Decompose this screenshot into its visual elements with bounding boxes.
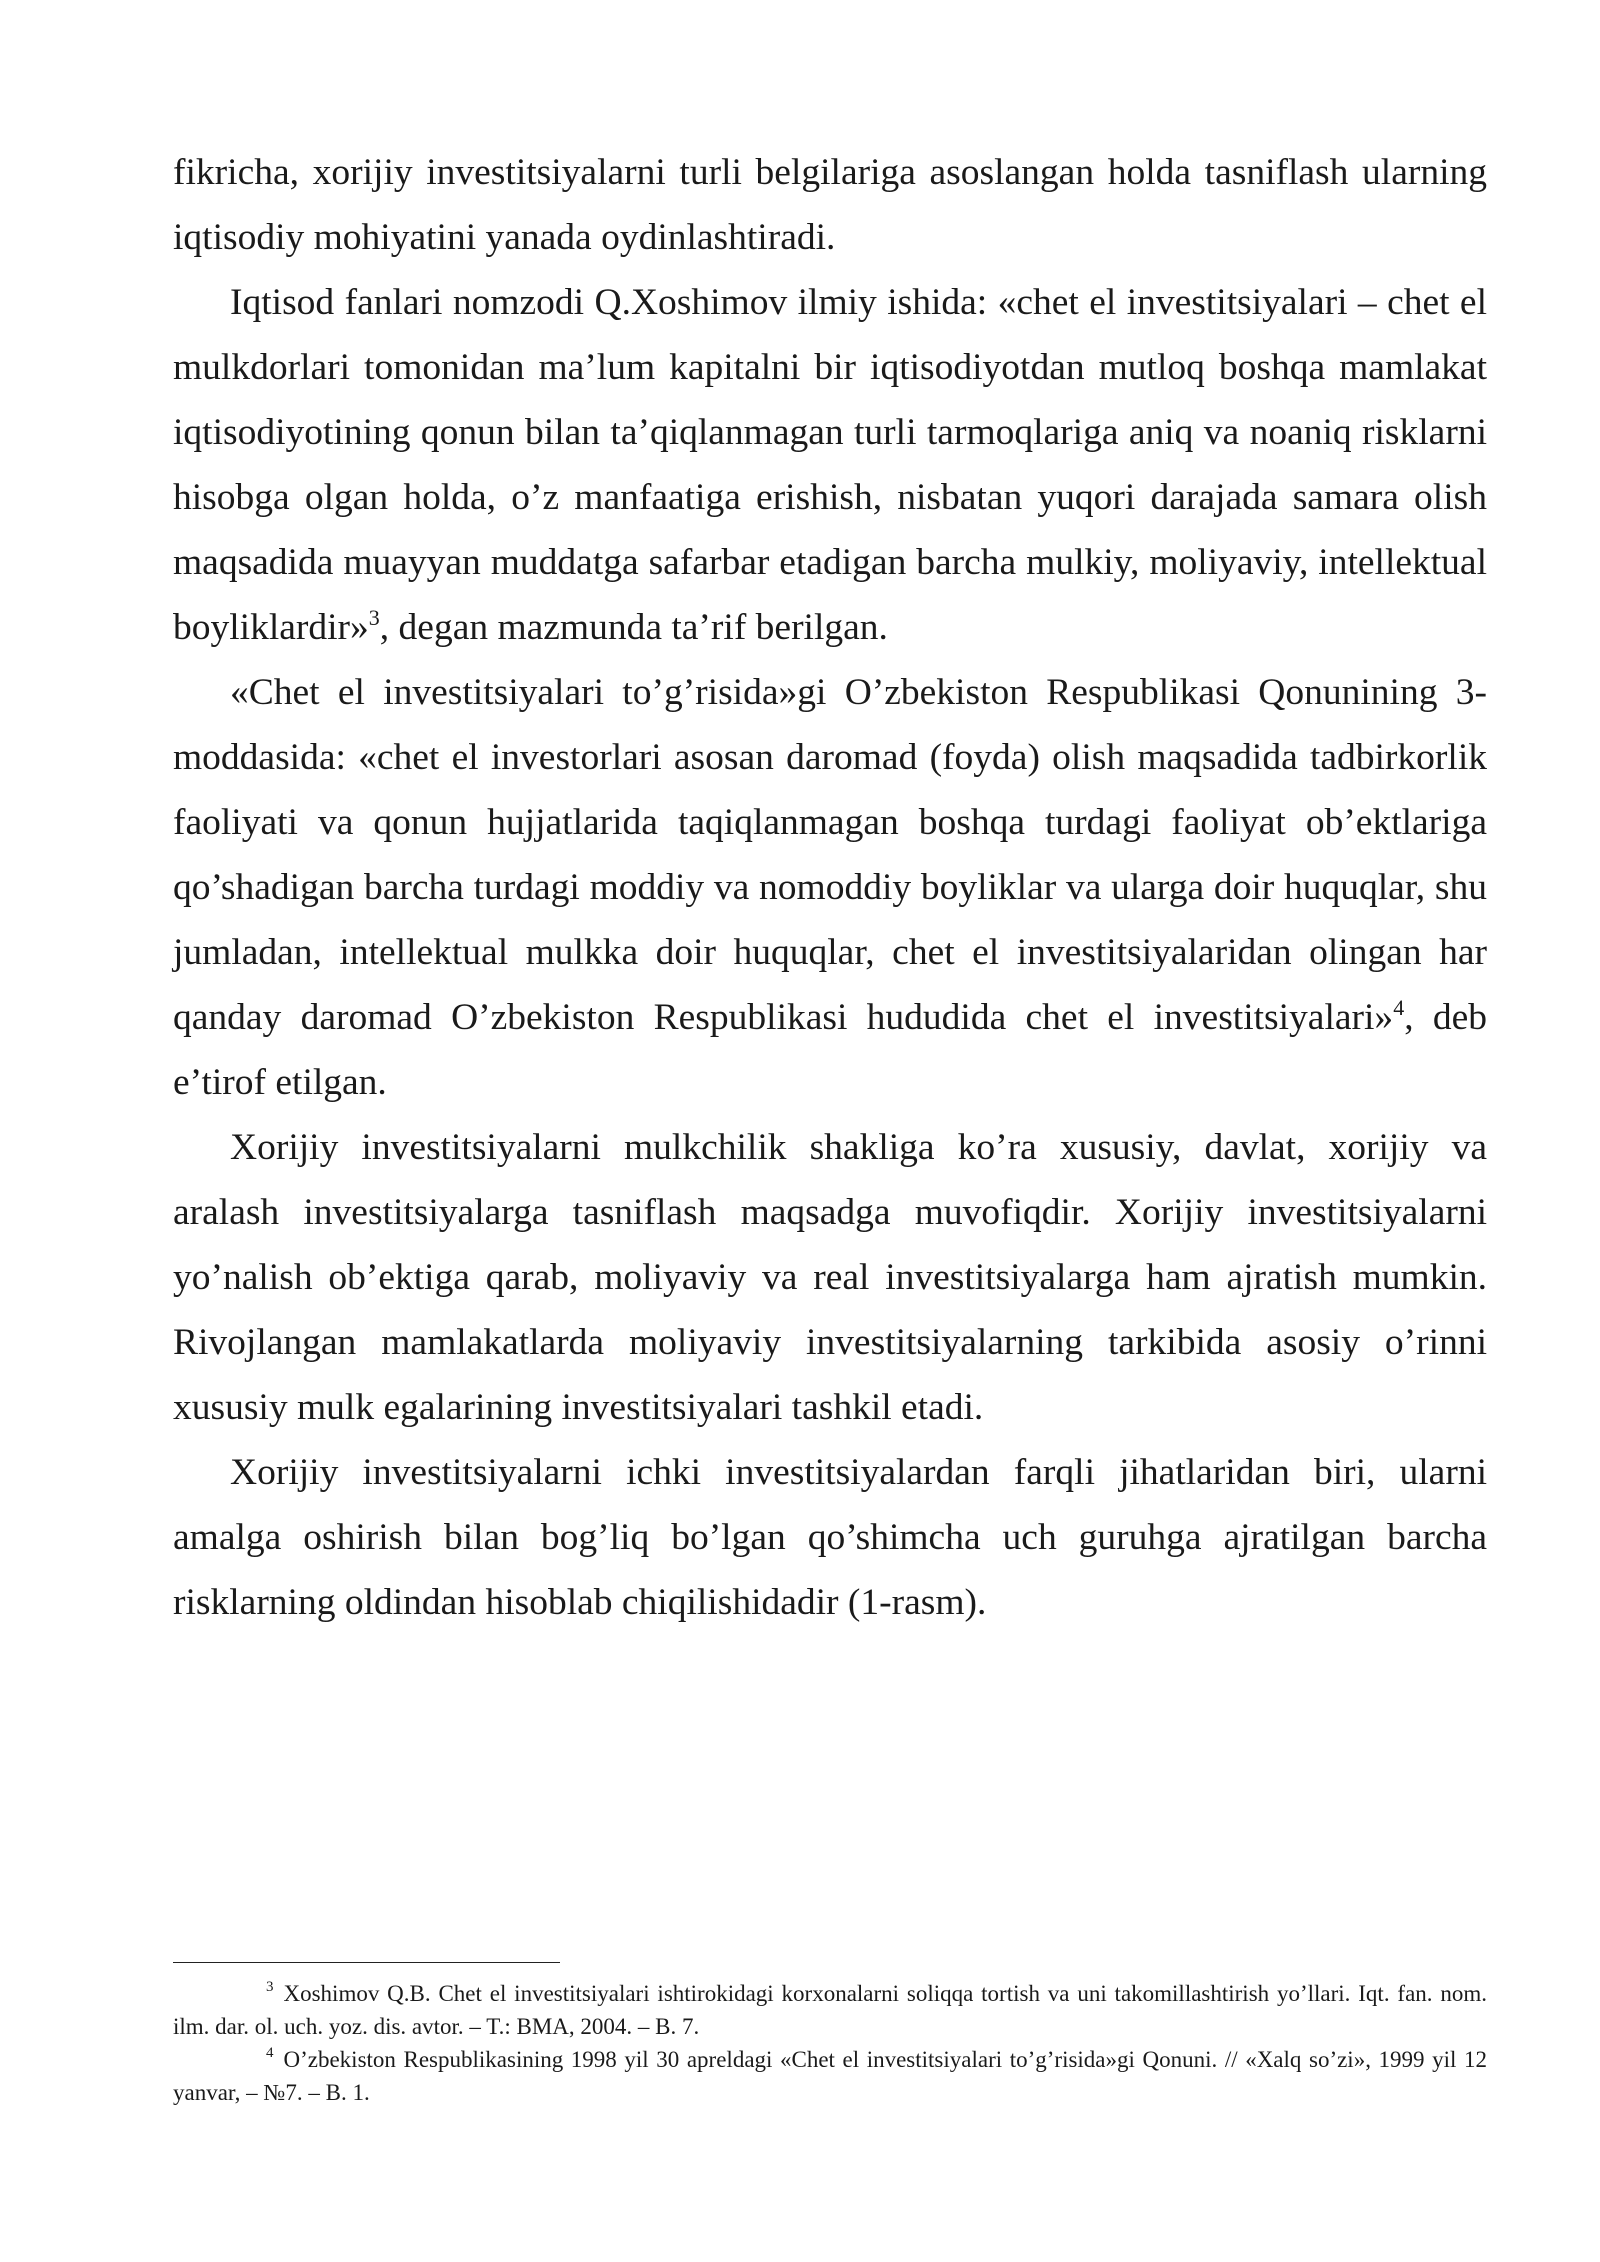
paragraph-2 [173,270,1487,660]
paragraph-2-text: Iqtisod fanlari nomzodi Q.Xoshimov ilmiy ishida: «chet el investitsiyalari – chet el mulkdorlari tomonidan ma’lum kapitalni bir iqtisodiyotdan mutloq boshqa mamlakat iqtisodiyotining qonun bilan ta’qiqlanmagan turli tarmoqlariga aniq va noaniq risklarni hisobga olgan holda, o’z manfaatiga erishish, nisbatan yuqori darajada samara olish maqsadida muayyan muddatga safarbar etadigan barcha mulkiy, moliyaviy, intellektual boyliklardir» [173,282,1487,648]
paragraph-5: Xorijiy investitsiyalarni ichki investitsiyalardan farqli jihatlaridan biri, ularni amalga oshirish bilan bog’liq bo’lgan qo’shimcha uch guruhga ajratilgan barcha risklarning oldindan hisoblab chiqilishidadir (1-rasm). [173,1452,1487,1623]
footnote-ref-3[interactable]: 3 [368,605,380,630]
paragraph-3-text: «Chet el investitsiyalari to’g’risida»gi O’zbekiston Respublikasi Qonunining 3-moddasida: «chet el investorlari asosan daromad (foyda) olish maqsadida tadbirkorlik faoliyati va qonun hujjatlarida taqiqlanmagan boshqa turdagi faoliyat ob’ektlariga qo’shadigan barcha turdagi moddiy va nomoddiy boyliklar va ularga doir huquqlar, shu jumladan, intellektual mulkka doir huquqlar, chet el investitsiyalaridan olingan har qanday daromad O’zbekiston Respublikasi hududida chet el investitsiyalari» [173,672,1487,1038]
paragraph-3 [173,660,1487,1115]
paragraph-2-tail: , degan mazmunda ta’rif berilgan. [379,607,888,648]
footnote-4-number: 4 [266,2045,274,2061]
footnote-3 [173,1977,1487,2043]
footnote-4 [173,2043,1487,2109]
page-body [173,140,1487,1635]
footnote-3-text: Xoshimov Q.B. Chet el investitsiyalari ishtirokidagi korxonalarni soliqqa tortish va uni takomillashtirish yo’llari. Iqt. fan. nom. ilm. dar. ol. uch. yoz. dis. avtor. – T.: BMA, 2004. – B. 7. [173,1981,1487,2039]
paragraph-3-tail: , deb e’tirof etilgan. [173,997,1487,1103]
paragraph-4: Xorijiy investitsiyalarni mulkchilik shakliga ko’ra xususiy, davlat, xorijiy va aralash investitsiyalarga tasniflash maqsadga muvofiqdir. Xorijiy investitsiyalarni yo’nalish ob’ektiga qarab, moliyaviy va real investitsiyalarga ham ajratish mumkin. Rivojlangan mamlakatlarda moliyaviy investitsiyalarning tarkibida asosiy o’rinni xususiy mulk egalarining investitsiyalari tashkil etadi. [173,1127,1487,1428]
footnote-separator [173,1962,560,1963]
footnote-4-text: O’zbekiston Respublikasining 1998 yil 30 apreldagi «Chet el investitsiyalari to’g’risida»gi Qonuni. // «Xalq so’zi», 1999 yil 12 yanvar, – №7. – B. 1. [173,2047,1487,2105]
paragraph-1: fikricha, xorijiy investitsiyalarni turli belgilariga asoslangan holda tasniflash ularning iqtisodiy mohiyatini yanada oydinlashtiradi. [173,152,1487,258]
footnote-ref-4[interactable]: 4 [1393,995,1405,1020]
footnotes [173,1962,1487,2109]
footnote-3-number: 3 [266,1979,274,1995]
